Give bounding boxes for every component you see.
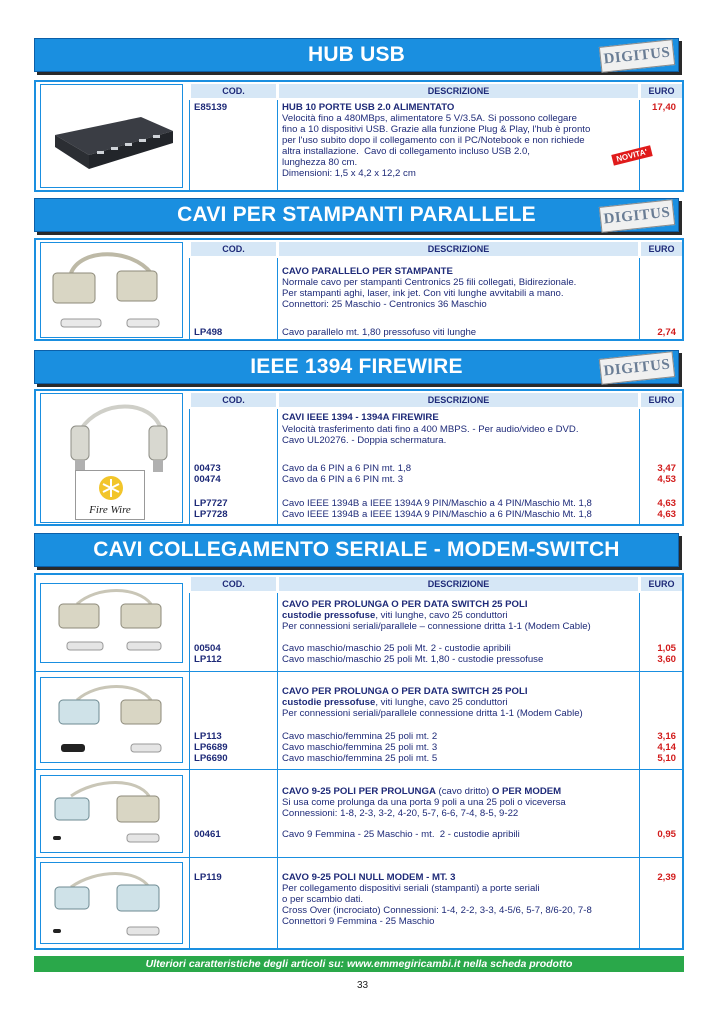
product-image bbox=[40, 242, 183, 338]
product-image bbox=[40, 775, 183, 853]
product-code: 00473 bbox=[194, 463, 221, 474]
product-description: Per collegamento dispositivi seriali (stampanti) a porte seriali o per scambio dati. Cross Over (incrociato) Connessioni: 1-4, 2-2, 3-3, 4-5/6, 5-7, 8/6-20, 7-8 Connettori 9 Femmina - 25 Maschio bbox=[282, 883, 592, 927]
name-bold-2: O PER MODEM bbox=[491, 786, 562, 797]
product-description: Per connessioni seriali/parallele connessione dritta 1-1 (Modem Cable) bbox=[282, 708, 583, 719]
serial-cable-icon bbox=[41, 863, 184, 945]
product-description: Velocità trasferimento dati fino a 400 MBPS. - Per audio/video e DVD. Cavo UL20276. - Doppia schermatura. bbox=[282, 424, 579, 446]
product-line: Cavo da 6 PIN a 6 PIN mt. 1,8 bbox=[282, 463, 412, 474]
product-line: Cavo da 6 PIN a 6 PIN mt. 3 bbox=[282, 474, 404, 485]
product-description: Si usa come prolunga da una porta 9 poli a una 25 poli o viceversa Connessioni: 1-8, 2-3, 3-2, 4-20, 5-7, 6-6, 7-4, 8-5, 9-22 bbox=[282, 797, 566, 819]
product-code: LP6690 bbox=[194, 753, 228, 764]
product-subline bbox=[282, 610, 508, 621]
serial-cable-icon bbox=[41, 584, 184, 664]
digitus-logo: DIGITUS bbox=[599, 351, 675, 385]
product-price: 3,60 bbox=[657, 654, 676, 665]
product-name bbox=[282, 786, 561, 797]
product-price: 2,39 bbox=[657, 872, 676, 883]
product-line: Cavo maschio/maschio 25 poli Mt. 2 - custodie apribili bbox=[282, 643, 511, 654]
product-price: 4,63 bbox=[657, 498, 676, 509]
serial-cable-icon bbox=[41, 678, 184, 764]
product-line: Cavo parallelo mt. 1,80 pressofuso viti lunghe bbox=[282, 327, 477, 338]
section-header-firewire bbox=[34, 350, 679, 384]
digitus-logo: DIGITUS bbox=[599, 39, 675, 73]
product-code: E85139 bbox=[194, 102, 228, 113]
product-code: 00461 bbox=[194, 829, 221, 840]
product-code: LP119 bbox=[194, 872, 222, 883]
product-line: Cavo IEEE 1394B a IEEE 1394A 9 PIN/Maschio a 4 PIN/Maschio Mt. 1,8 bbox=[282, 498, 592, 509]
product-name: CAVO 9-25 POLI NULL MODEM - MT. 3 bbox=[282, 872, 456, 883]
product-description: Per connessioni seriali/parallele – connessione dritta 1-1 (Modem Cable) bbox=[282, 621, 591, 632]
subline-rest: , viti lunghe, cavo 25 conduttori bbox=[375, 697, 508, 708]
product-image bbox=[40, 393, 183, 523]
section-header-seriale bbox=[34, 533, 679, 567]
product-code: LP498 bbox=[194, 327, 223, 338]
name-bold: CAVO 9-25 POLI PER PROLUNGA bbox=[282, 786, 436, 797]
section-title: CAVI PER STAMPANTI PARALLELE bbox=[177, 203, 536, 226]
product-panel-parallel bbox=[34, 238, 684, 341]
novita-badge: NOVITA' bbox=[611, 145, 652, 165]
product-price: 4,53 bbox=[657, 474, 676, 485]
firewire-logo-text: Fire Wire bbox=[89, 504, 131, 516]
product-code: LP7727 bbox=[194, 498, 228, 509]
product-line: Cavo maschio/maschio 25 poli Mt. 1,80 - custodie pressofuse bbox=[282, 654, 544, 665]
section-header-hub-usb bbox=[34, 38, 679, 72]
product-name: HUB 10 PORTE USB 2.0 ALIMENTATO bbox=[282, 102, 455, 113]
page-number: 33 bbox=[356, 980, 369, 991]
subline-bold: custodie pressofuse bbox=[282, 610, 376, 621]
product-price: 17,40 bbox=[651, 102, 676, 113]
product-price: 5,10 bbox=[657, 753, 676, 764]
product-code: LP6689 bbox=[194, 742, 228, 753]
product-image bbox=[40, 677, 183, 763]
product-description: Velocità fino a 480MBps, alimentatore 5 V/3.5A. Si possono collegare fino a 10 dispositivi USB. Grazie alla funzione Plug & Play, l'hub è pronto per l'uso subito dopo il collegamento con il PC/Notebook e non richiede altra installazione. Cavo di collegamento incluso USB 2.0, lunghezza 80 cm. Dimensioni: 1,5 x 4,2 x 12,2 cm bbox=[282, 113, 591, 179]
footer-banner: Ulteriori caratteristiche degli articoli su: www.emmegiricambi.it nella scheda prodotto bbox=[34, 956, 684, 972]
product-image bbox=[40, 862, 183, 944]
firewire-logo bbox=[75, 470, 145, 520]
product-code: LP7728 bbox=[194, 509, 228, 520]
product-price: 4,14 bbox=[657, 742, 676, 753]
product-line: Cavo 9 Femmina - 25 Maschio - mt. 2 - custodie apribili bbox=[282, 829, 520, 840]
col-cod: COD. bbox=[191, 577, 276, 591]
product-name: CAVI IEEE 1394 - 1394A FIREWIRE bbox=[282, 412, 439, 423]
product-code: 00504 bbox=[194, 643, 221, 654]
col-euro: EURO bbox=[641, 242, 682, 256]
section-title: HUB USB bbox=[307, 43, 406, 66]
product-price: 3,47 bbox=[657, 463, 676, 474]
col-cod: COD. bbox=[191, 242, 276, 256]
col-descrizione: DESCRIZIONE bbox=[279, 393, 638, 407]
product-panel-seriale bbox=[34, 573, 684, 950]
subline-bold: custodie pressofuse bbox=[282, 697, 376, 708]
serial-cable-icon bbox=[41, 776, 184, 854]
product-price: 1,05 bbox=[657, 643, 676, 654]
digitus-logo: DIGITUS bbox=[599, 199, 675, 233]
product-panel-hub bbox=[34, 80, 684, 192]
col-euro: EURO bbox=[641, 393, 682, 407]
section-title: CAVI COLLEGAMENTO SERIALE - MODEM-SWITCH bbox=[93, 538, 620, 561]
product-price: 2,74 bbox=[657, 327, 676, 338]
parallel-cable-icon bbox=[41, 243, 184, 339]
product-name: CAVO PER PROLUNGA O PER DATA SWITCH 25 POLI bbox=[282, 599, 528, 610]
usb-hub-icon bbox=[41, 85, 184, 189]
product-price: 3,16 bbox=[657, 731, 676, 742]
product-line: Cavo maschio/femmina 25 poli mt. 2 bbox=[282, 731, 438, 742]
product-code: LP113 bbox=[194, 731, 222, 742]
col-descrizione: DESCRIZIONE bbox=[279, 242, 638, 256]
section-title: IEEE 1394 FIREWIRE bbox=[250, 355, 463, 378]
product-name: CAVO PER PROLUNGA O PER DATA SWITCH 25 POLI bbox=[282, 686, 528, 697]
col-euro: EURO bbox=[641, 84, 682, 98]
product-line: Cavo IEEE 1394B a IEEE 1394A 9 PIN/Maschio a 6 PIN/Maschio Mt. 1,8 bbox=[282, 509, 592, 520]
product-line: Cavo maschio/femmina 25 poli mt. 3 bbox=[282, 742, 438, 753]
col-euro: EURO bbox=[641, 577, 682, 591]
subline-rest: , viti lunghe, cavo 25 conduttori bbox=[375, 610, 508, 621]
product-panel-firewire bbox=[34, 389, 684, 526]
product-description: Normale cavo per stampanti Centronics 25 fili collegati, Bidirezionale. Per stampanti aghi, laser, ink jet. Con viti lunghe avvitabili a mano. Connettori: 25 Maschio - Centronics 36 Maschio bbox=[282, 277, 577, 310]
col-cod: COD. bbox=[191, 393, 276, 407]
section-header-stampanti bbox=[34, 198, 679, 232]
firewire-symbol-icon bbox=[76, 473, 146, 503]
product-image bbox=[40, 84, 183, 188]
product-name: CAVO PARALLELO PER STAMPANTE bbox=[282, 266, 453, 277]
product-code: 00474 bbox=[194, 474, 221, 485]
product-subline bbox=[282, 697, 508, 708]
product-price: 4,63 bbox=[657, 509, 676, 520]
col-descrizione: DESCRIZIONE bbox=[279, 577, 638, 591]
product-line: Cavo maschio/femmina 25 poli mt. 5 bbox=[282, 753, 438, 764]
product-price: 0,95 bbox=[657, 829, 676, 840]
name-mid: (cavo dritto) bbox=[435, 786, 492, 797]
product-image bbox=[40, 583, 183, 663]
product-code: LP112 bbox=[194, 654, 222, 665]
col-cod: COD. bbox=[191, 84, 276, 98]
col-descrizione: DESCRIZIONE bbox=[279, 84, 638, 98]
